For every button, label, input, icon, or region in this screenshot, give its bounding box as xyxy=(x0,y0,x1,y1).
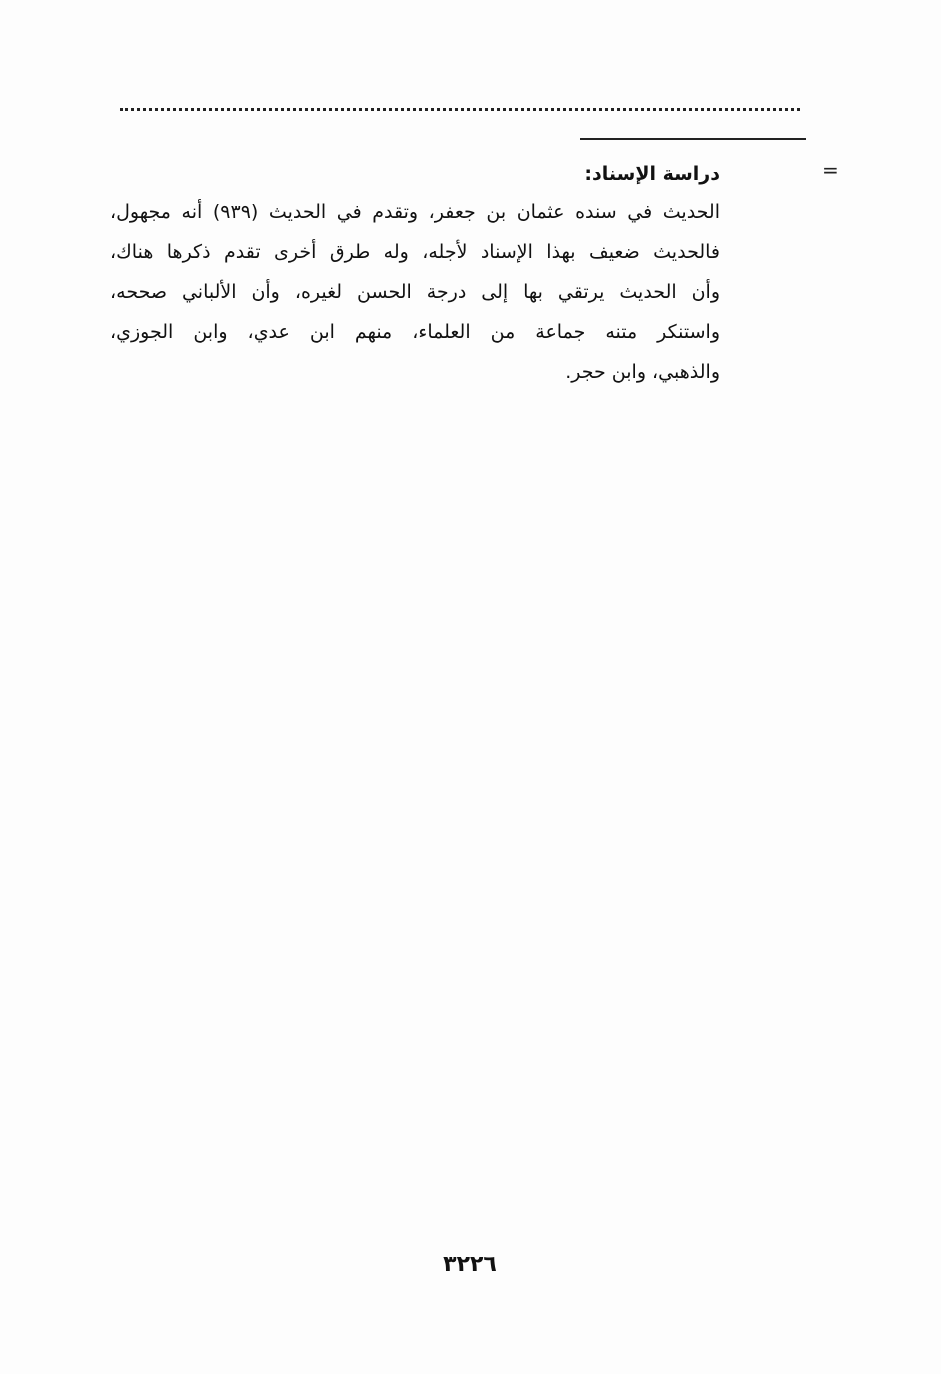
dotted-separator xyxy=(120,96,800,111)
body-line-1: الحديث في سنده عثمان بن جعفر، وتقدم في الحديث (٩٣٩) أنه مجهول، xyxy=(110,201,721,223)
continuation-mark: = xyxy=(822,158,839,182)
body-line-4: واستنكر متنه جماعة من العلماء، منهم ابن عدي، وابن الجوزي، xyxy=(110,321,720,343)
page-number: ٣٢٢٦ xyxy=(443,1252,497,1277)
body-line-2: فالحديث ضعيف بهذا الإسناد لأجله، وله طرق أخرى تقدم ذكرها هناك، xyxy=(110,241,720,263)
section-heading: دراسة الإسناد: xyxy=(584,163,720,185)
body-line-3: وأن الحديث يرتقي بها إلى درجة الحسن لغيره، وأن الألباني صححه، xyxy=(110,281,720,303)
isnad-study-section xyxy=(110,156,720,392)
section-divider xyxy=(580,138,806,140)
body-line-5: والذهبي، وابن حجر. xyxy=(565,361,720,383)
